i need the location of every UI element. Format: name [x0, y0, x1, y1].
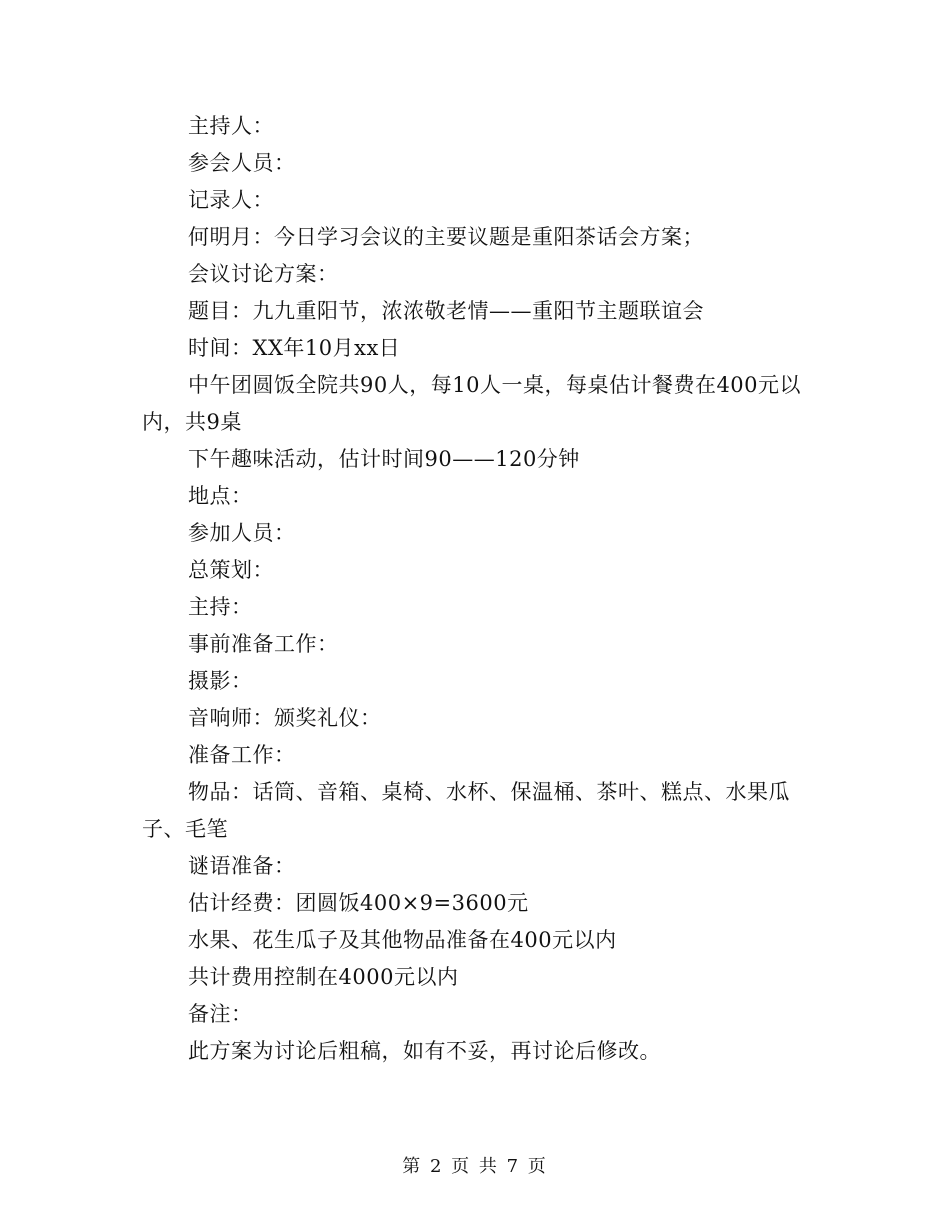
paragraph-photography: 摄影： [188, 669, 253, 693]
paragraph-attendees: 参会人员： [188, 151, 296, 175]
paragraph-discussion-heading: 会议讨论方案： [188, 262, 339, 286]
paragraph-supplies: 物品：话筒、音箱、桌椅、水杯、保温桶、茶叶、糕点、水果瓜子、毛笔 [142, 780, 790, 841]
paragraph-sound-and-award: 音响师：颁奖礼仪： [188, 706, 382, 730]
paragraph-host: 主持人： [188, 114, 274, 138]
page-footer [0, 1152, 950, 1178]
paragraph-agenda-topic: 何明月：今日学习会议的主要议题是重阳茶话会方案； [188, 225, 704, 249]
paragraph-event-date: 时间：XX年10月xx日 [188, 336, 401, 360]
paragraph-budget-lunch: 估计经费：团圆饭400×9=3600元 [188, 891, 529, 915]
paragraph-advance-prep: 事前准备工作： [188, 632, 339, 656]
paragraph-chief-planner: 总策划： [188, 558, 274, 582]
paragraph-prep-work: 准备工作： [188, 743, 296, 767]
paragraph-afternoon-activity: 下午趣味活动，估计时间90——120分钟 [188, 447, 580, 471]
paragraph-riddles: 谜语准备： [188, 854, 296, 878]
paragraph-budget-total: 共计费用控制在4000元以内 [188, 965, 459, 989]
paragraph-budget-snacks: 水果、花生瓜子及其他物品准备在400元以内 [188, 928, 617, 952]
paragraph-location: 地点： [188, 484, 253, 508]
document-body [142, 108, 822, 1070]
paragraph-recorder: 记录人： [188, 188, 274, 212]
paragraph-event-title: 题目：九九重阳节，浓浓敬老情——重阳节主题联谊会 [188, 299, 704, 323]
paragraph-draft-note: 此方案为讨论后粗稿，如有不妥，再讨论后修改。 [188, 1039, 661, 1063]
paragraph-participants: 参加人员： [188, 521, 296, 545]
paragraph-remarks: 备注： [188, 1002, 253, 1026]
paragraph-emcee: 主持： [188, 595, 253, 619]
page-number-label: 第 2 页 共 7 页 [402, 1156, 548, 1177]
paragraph-lunch-plan: 中午团圆饭全院共90人，每10人一桌，每桌估计餐费在400元以内，共9桌 [142, 373, 802, 434]
